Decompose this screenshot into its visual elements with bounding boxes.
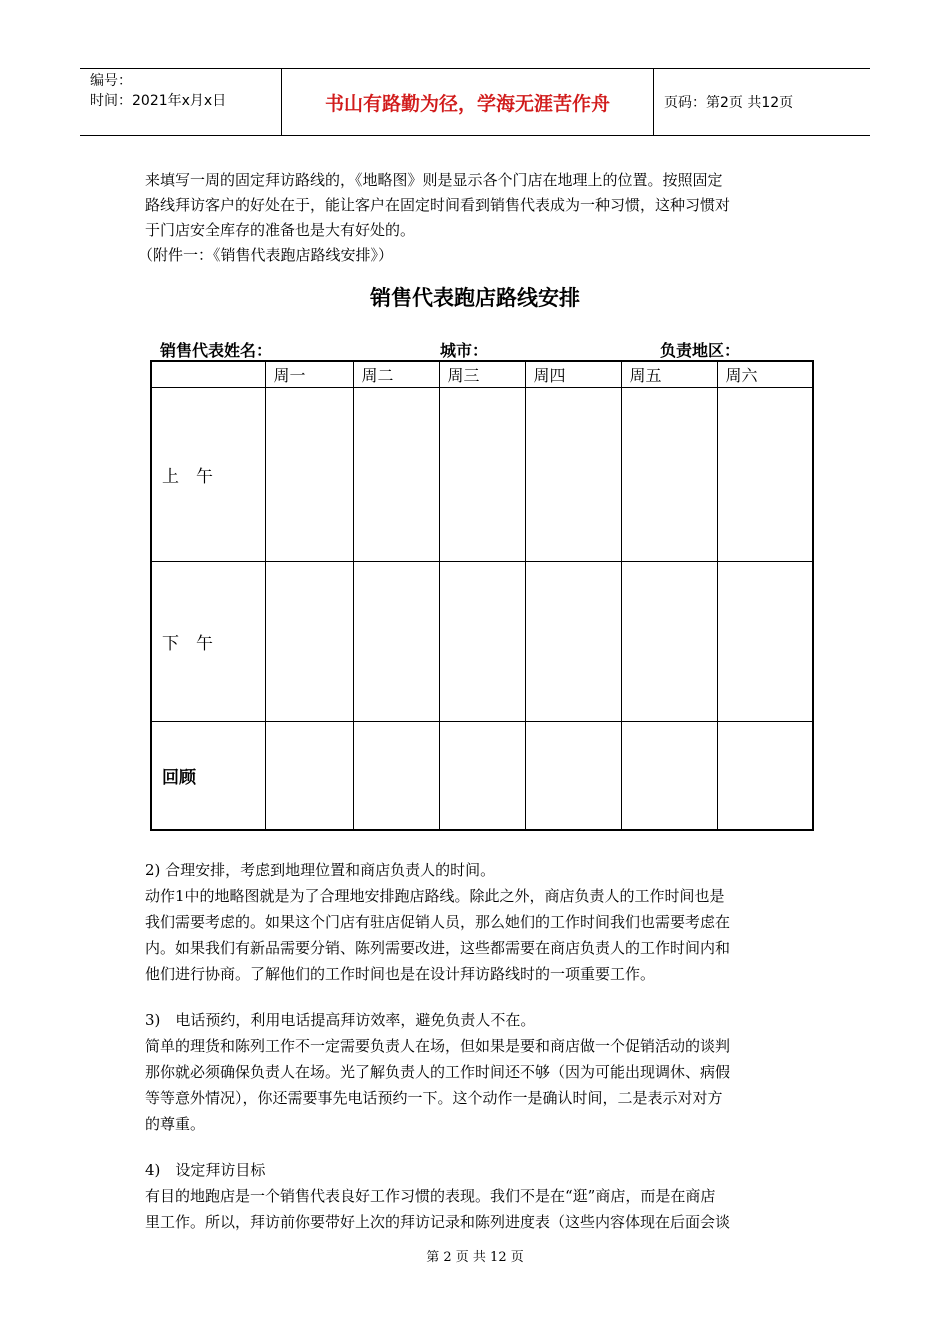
schedule-cell[interactable] bbox=[525, 388, 621, 562]
schedule-cell[interactable] bbox=[717, 722, 813, 830]
header-meta bbox=[80, 69, 282, 135]
schedule-cell[interactable] bbox=[525, 722, 621, 830]
schedule-cell[interactable] bbox=[265, 388, 353, 562]
section-3-line: 的尊重。 bbox=[145, 1115, 206, 1133]
city-label: 城市： bbox=[440, 341, 489, 360]
section-2-line: 内。如果我们有新品需要分销、陈列需要改进，这些都需要在商店负责人的工作时间内和 bbox=[145, 939, 731, 957]
schedule-cell[interactable] bbox=[265, 722, 353, 830]
section-3-line: 那你就必须确保负责人在场。光了解负责人的工作时间还不够（因为可能出现调休、病假 bbox=[145, 1063, 731, 1081]
schedule-cell[interactable] bbox=[621, 562, 717, 722]
section-4-heading: 4) 设定拜访目标 bbox=[145, 1161, 266, 1179]
row-label-morning: 上 午 bbox=[151, 388, 265, 562]
route-schedule-table bbox=[150, 360, 814, 831]
schedule-title: 销售代表跑店路线安排 bbox=[370, 286, 580, 310]
section-2-line: 我们需要考虑的。如果这个门店有驻店促销人员，那么她们的工作时间我们也需要考虑在 bbox=[145, 913, 731, 931]
section-3-line: 等等意外情况），你还需要事先电话预约一下。这个动作一是确认时间，二是表示对对方 bbox=[145, 1089, 723, 1107]
schedule-cell[interactable] bbox=[353, 562, 439, 722]
schedule-cell[interactable] bbox=[621, 388, 717, 562]
table-row-review bbox=[151, 722, 813, 830]
area-label: 负责地区： bbox=[660, 341, 741, 360]
header-number: 编号： bbox=[90, 73, 132, 89]
day-header: 周六 bbox=[717, 361, 813, 388]
day-header: 周三 bbox=[439, 361, 525, 388]
schedule-cell[interactable] bbox=[439, 388, 525, 562]
table-corner-cell bbox=[151, 361, 265, 388]
day-header: 周五 bbox=[621, 361, 717, 388]
section-3-heading: 3) 电话预约，利用电话提高拜访效率，避免负责人不在。 bbox=[145, 1011, 536, 1029]
table-row-afternoon bbox=[151, 562, 813, 722]
day-header: 周四 bbox=[525, 361, 621, 388]
header-page-number: 页码：第2页 共12页 bbox=[664, 95, 794, 111]
intro-line-2: 路线拜访客户的好处在于，能让客户在固定时间看到销售代表成为一种习惯，这种习惯对 bbox=[145, 196, 731, 214]
schedule-cell[interactable] bbox=[621, 722, 717, 830]
schedule-cell[interactable] bbox=[439, 722, 525, 830]
page-header bbox=[80, 68, 870, 136]
row-label-afternoon: 下 午 bbox=[151, 562, 265, 722]
section-4-line: 里工作。所以，拜访前你要带好上次的拜访记录和陈列进度表（这些内容体现在后面会谈 bbox=[145, 1213, 731, 1231]
section-2-line: 他们进行协商。了解他们的工作时间也是在设计拜访路线时的一项重要工作。 bbox=[145, 965, 656, 983]
schedule-cell[interactable] bbox=[265, 562, 353, 722]
table-header-row bbox=[151, 361, 813, 388]
attachment-note: （附件一：《销售代表跑店路线安排》） bbox=[138, 246, 394, 264]
header-time: 时间：2021年x月x日 bbox=[90, 93, 227, 109]
section-3-line: 简单的理货和陈列工作不一定需要负责人在场，但如果是要和商店做一个促销活动的谈判 bbox=[145, 1037, 731, 1055]
day-header: 周二 bbox=[353, 361, 439, 388]
schedule-cell[interactable] bbox=[439, 562, 525, 722]
intro-line-3: 于门店安全库存的准备也是大有好处的。 bbox=[145, 221, 416, 239]
rep-name-label: 销售代表姓名： bbox=[160, 341, 273, 360]
table-row-morning bbox=[151, 388, 813, 562]
intro-line-1: 来填写一周的固定拜访路线的，《地略图》则是显示各个门店在地理上的位置。按照固定 bbox=[145, 171, 723, 189]
header-motto: 书山有路勤为径，学海无涯苦作舟 bbox=[282, 69, 654, 135]
section-2-heading: 2) 合理安排，考虑到地理位置和商店负责人的时间。 bbox=[145, 861, 496, 879]
schedule-cell[interactable] bbox=[353, 388, 439, 562]
row-label-review: 回顾 bbox=[151, 722, 265, 830]
section-4-line: 有目的地跑店是一个销售代表良好工作习惯的表现。我们不是在“逛”商店，而是在商店 bbox=[145, 1187, 716, 1205]
day-header: 周一 bbox=[265, 361, 353, 388]
schedule-cell[interactable] bbox=[717, 562, 813, 722]
section-2-line: 动作1中的地略图就是为了合理地安排跑店路线。除此之外，商店负责人的工作时间也是 bbox=[145, 887, 725, 905]
page-footer: 第 2 页 共 12 页 bbox=[426, 1250, 524, 1265]
schedule-cell[interactable] bbox=[353, 722, 439, 830]
schedule-cell[interactable] bbox=[525, 562, 621, 722]
schedule-cell[interactable] bbox=[717, 388, 813, 562]
